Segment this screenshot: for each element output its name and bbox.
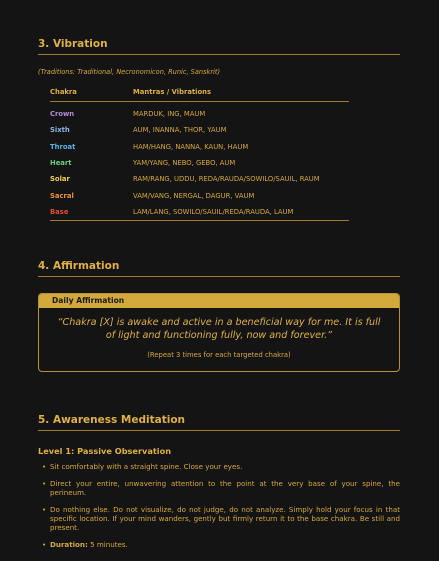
chakra-mantras: VAM/VANG, NERGAL, DAGUR, VAUM <box>133 191 255 200</box>
chakra-mantras: AUM, INANNA, THOR, YAUM <box>133 126 227 135</box>
affirmation-box-title: Daily Affirmation <box>39 294 399 308</box>
chakra-name: Throat <box>50 142 76 151</box>
table-row <box>50 122 349 138</box>
chakra-name: Solar <box>50 175 70 184</box>
table-row <box>50 171 349 187</box>
list-item: • Do nothing else. Do not visualize, do not judge, do not analyze. Simply hold your focus in that specific location. If your mind wanders, gently but firmly return it to the base chakra. Be still and present. <box>42 504 400 533</box>
affirmation-heading: 4. Affirmation <box>38 260 400 277</box>
col-header-mantras: Mantras / Vibrations <box>133 88 349 102</box>
list-item: • Sit comfortably with a straight spine. Close your eyes. <box>42 462 243 471</box>
col-header-chakra: Chakra <box>50 88 133 102</box>
list-item: • Direct your entire, unwavering attention to the point at the very base of your spine, the perineum. <box>42 478 400 498</box>
table-row <box>50 187 349 203</box>
affirmation-box <box>38 293 400 372</box>
chakra-mantras: HAM/HANG, NANNA, KAUN, HAUM <box>133 142 249 151</box>
chakra-name: Base <box>50 204 133 221</box>
table-row <box>50 139 349 155</box>
chakra-mantras: LAM/LANG, SOWILO/SAUIL/REDA/RAUDA, LAUM <box>133 204 349 221</box>
table-row <box>50 204 349 221</box>
list-item: • Duration: 5 minutes. <box>42 540 128 550</box>
vibration-table <box>50 88 349 221</box>
traditions-note: (Traditions: Traditional, Necronomicon, Runic, Sanskrit) <box>38 68 221 76</box>
chakra-mantras: MARDUK, ING, MAUM <box>133 110 206 119</box>
chakra-mantras: YAM/YANG, NEBO, GEBO, AUM <box>133 159 236 168</box>
vibration-heading: 3. Vibration <box>38 38 400 55</box>
table-row <box>50 155 349 171</box>
duration-label: Duration: <box>50 540 88 550</box>
meditation-steps <box>38 462 400 557</box>
meditation-heading: 5. Awareness Meditation <box>38 414 400 431</box>
duration-value: 5 minutes. <box>87 540 128 550</box>
chakra-mantras: RAM/RANG, UDDU, REDA/RAUDA/SOWILO/SAUIL, RAUM <box>133 175 320 184</box>
level-heading: Level 1: Passive Observation <box>38 446 172 456</box>
affirmation-repeat-note: (Repeat 3 times for each targeted chakra) <box>147 351 291 359</box>
affirmation-quote: “Chakra [X] is awake and active in a beneficial way for me. It is full of light and functioning fully, now and forever.” <box>57 317 381 341</box>
chakra-name: Sixth <box>50 126 70 135</box>
chakra-name: Heart <box>50 159 72 168</box>
chakra-name: Sacral <box>50 191 74 200</box>
chakra-name: Crown <box>50 110 75 119</box>
table-row <box>50 102 349 123</box>
